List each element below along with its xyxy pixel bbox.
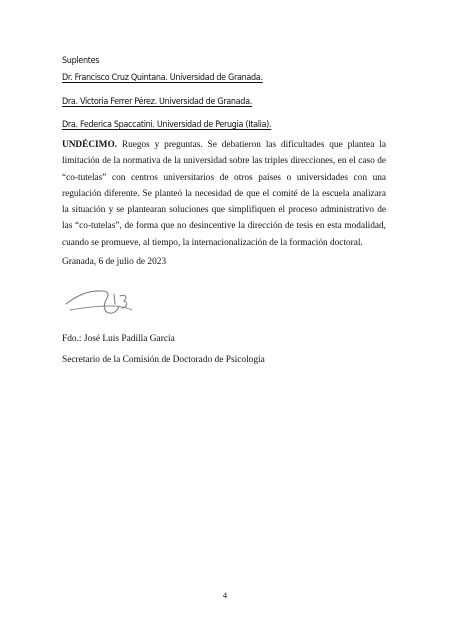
signer-name: Fdo.: José Luis Padilla García [62,334,175,344]
signer-role: Secretario de la Comisión de Doctorado de Psicología [62,355,265,365]
section-text: Ruegos y preguntas. Se debatieron las dificultades que plantea la limitación de la normativa de la universidad sobre las triples direcciones, en el caso de “co-tutelas” con centros universitarios de otros países o universidades con una regulación diferente. Se planteó la necesidad de que el comité de la escuela analizara la situación y se plantearan soluciones que simplifiquen el proceso administrativo de las “co-tutelas”, de forma que no desincentive la dirección de tesis en esta modalidad, cuando se promueve, al tiempo, la internacionalización de la formación doctoral. [62,140,386,248]
section-label: UNDÉCIMO. [62,140,118,150]
suplente-2: Dra. Victoria Ferrer Pérez. Universidad de Granada. [62,97,252,107]
suplente-1: Dr. Francisco Cruz Quintana. Universidad de Granada. [62,73,263,83]
place-date: Granada, 6 de julio de 2023 [62,257,167,267]
page-number: 4 [222,590,228,600]
signature-image [62,282,142,322]
suplentes-heading: Suplentes [62,56,100,66]
section-undecimo [62,137,386,251]
suplente-3: Dra. Federica Spaccatini. Universidad de Perugia (Italia). [62,120,272,130]
